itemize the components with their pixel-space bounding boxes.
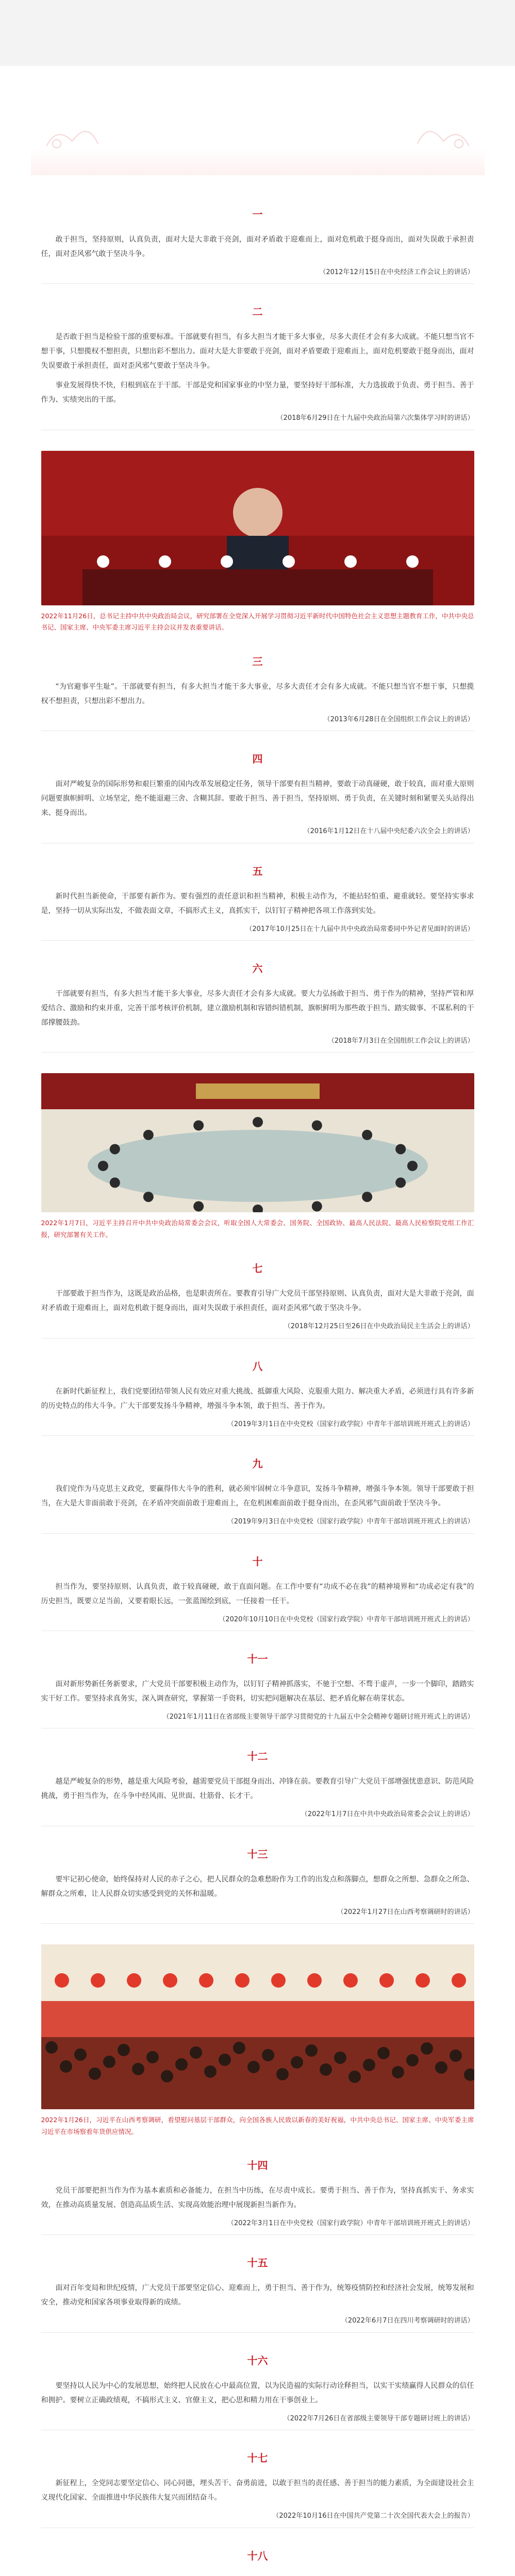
- section-paragraph: 我们党作为马克思主义政党，要赢得伟大斗争的胜利，就必须牢固树立斗争意识，发扬斗争精神，增强斗争本领。领导干部要敢于担当，在大是大非面前敢于亮剑，在矛盾冲突面前敢于迎难而上，在危机困难面前敢于挺身而出，在歪风邪气面前敢于坚决斗争。: [41, 1485, 474, 1508]
- article-section: [41, 751, 474, 843]
- crowd-head: [60, 2060, 72, 2073]
- lantern: [199, 1973, 213, 1988]
- article-body: [41, 66, 474, 2576]
- article-section: [41, 960, 474, 1053]
- section-source: （2016年1月12日在十八届中央纪委六次全会上的讲话）: [303, 827, 474, 836]
- crowd-head: [233, 2042, 245, 2054]
- section-divider: [41, 1052, 474, 1053]
- section-paragraph: 新时代担当新使命，干部要有新作为。要有强烈的责任意识和担当精神，积极主动作为，不能拈轻怕重、避重就轻。要坚持实事求是，坚持一切从实际出发，不做表面文章，不搞形式主义，真抓实干，以钉钉子精神把各项工作落到实处。: [41, 892, 474, 915]
- photo-illustration: [41, 1944, 474, 2109]
- crowd-head: [320, 2063, 332, 2076]
- desk-flower: [159, 555, 171, 568]
- article-meta: [62, 48, 91, 56]
- lantern: [91, 1973, 105, 1988]
- crowd-head: [392, 2066, 404, 2078]
- section-number: 十四: [247, 2159, 268, 2172]
- section-source: （2019年3月1日在中央党校（国家行政学院）中青年干部培训班开班式上的讲话）: [227, 1420, 474, 1428]
- section-source: （2022年10月16日在中国共产党第二十次全国代表大会上的报告）: [272, 2512, 474, 2520]
- article-section: [41, 206, 474, 284]
- crowd-head: [334, 2052, 346, 2064]
- section-number: 六: [252, 962, 263, 975]
- attendee: [407, 1161, 418, 1171]
- article-section: [41, 1846, 474, 1924]
- desk-flower: [406, 555, 419, 568]
- attendee: [362, 1130, 372, 1140]
- section-number: 十八: [247, 2549, 268, 2562]
- section-paragraph: 敢于担当，坚持原则，认真负责，面对大是大非敢于亮剑，面对矛盾敢于迎难而上，面对危机敢于挺身而出，面对失误敢于承担责任，面对歪风邪气敢于坚决斗争。: [41, 235, 474, 258]
- lantern: [379, 1973, 394, 1988]
- attendee: [98, 1161, 108, 1171]
- section-paragraph: 事业发展得快不快，归根到底在于干部。干部是党和国家事业的中坚力量，要坚持好干部标准，大力选拔敢于负责、勇于担当、善于作为、实绩突出的干部。: [41, 381, 474, 404]
- desk-flower: [97, 555, 109, 568]
- desk-flower: [283, 555, 295, 568]
- crowd-head: [146, 2051, 159, 2063]
- attendee: [253, 1117, 263, 1127]
- crowd-head: [132, 2063, 144, 2075]
- section-source: （2018年7月3日在全国组织工作会议上的讲话）: [327, 1037, 474, 1045]
- lantern: [452, 1973, 466, 1988]
- section-source: （2018年12月25日至26日在中央政治局民主生活会上的讲话）: [284, 1323, 474, 1331]
- photo-caption: 2022年11月26日，总书记主持中共中央政治局会议，研究部署在全党深入开展学习贯彻习近平新时代中国特色社会主义思想主题教育工作，中共中央总书记、国家主席、中央军委主席习近平主持会议并发表重要讲话。: [41, 612, 474, 632]
- crowd-head: [450, 2049, 462, 2062]
- section-paragraph: 面对百年变局和世纪疫情，广大党员干部要坚定信心、迎难而上，勇于担当、善于作为，统筹疫情防控和经济社会发展，统筹发展和安全，推动党和国家各项事业取得新的成绩。: [41, 2284, 474, 2307]
- section-divider: [41, 1533, 474, 1534]
- section-divider: [41, 1923, 474, 1924]
- lantern: [127, 1973, 141, 1988]
- photo-illustration: [41, 1073, 474, 1212]
- section-paragraph: 越是严峻复杂的形势，越是重大风险考验，越需要党员干部挺身而出、冲锋在前。要教育引导广大党员干部增强忧患意识、防范风险挑战，勇于担当作为，在斗争中经风雨、见世面、壮筋骨、长才干。: [41, 1777, 474, 1801]
- crowd-head: [348, 2071, 361, 2083]
- crowd-head: [190, 2046, 202, 2059]
- section-number: 十二: [247, 1750, 268, 1763]
- crowd-head: [161, 2070, 173, 2082]
- section-source: （2020年10月10日在中央党校（国家行政学院）中青年干部培训班开班式上的讲话）: [219, 1615, 474, 1623]
- crowd-head: [421, 2042, 433, 2055]
- section-paragraph: “为官避事平生耻”。干部就要有担当，有多大担当才能干多大事业，尽多大责任才会有多大成就。不能只想当官不想干事，只想揽权不想担责，只想出彩不想出力。: [41, 682, 474, 705]
- section-source: （2012年12月15日在中央经济工作会议上的讲话）: [319, 268, 474, 276]
- section-number: 十六: [247, 2354, 268, 2367]
- article-section: [41, 863, 474, 941]
- crowd-head: [89, 2067, 101, 2080]
- photo-image: [41, 1944, 474, 2109]
- speaker-head: [233, 488, 283, 537]
- section-number: 十五: [247, 2257, 268, 2269]
- attendee: [143, 1130, 153, 1140]
- cloud-decoration-icon: [412, 115, 474, 162]
- section-number: 四: [252, 753, 263, 766]
- photo-caption: 2022年1月7日，习近平主持召开中共中央政治局常委会会议，听取全国人大常委会、国务院、全国政协、最高人民法院、最高人民检察院党组工作汇报，研究部署有关工作。: [41, 1219, 474, 1239]
- section-paragraph: 担当作为，要坚持原则、认真负责，敢于较真碰硬，敢于直面问题。在工作中要有“功成不必在我”的精神境界和“功成必定有我”的历史担当，既要立足当前，又要着眼长远，一张蓝图绘到底，一任接着一任干。: [41, 1582, 474, 1605]
- attendee: [395, 1178, 406, 1188]
- photo-caption: 2022年1月26日，习近平在山西考察调研，看望慰问基层干部群众，向全国各族人民致以新春的美好祝福，中共中央总书记、国家主席、中央军委主席习近平在市场察看年货供应情况。: [41, 2116, 474, 2136]
- cloud-decoration-icon: [41, 115, 103, 162]
- article-section: [41, 2255, 474, 2332]
- article-section: [41, 303, 474, 430]
- article-section: [41, 1455, 474, 1533]
- section-source: （2017年10月25日在十九届中共中央政治局常委同中外记者见面时的讲话）: [245, 925, 474, 933]
- lantern: [416, 1973, 430, 1988]
- emblem-area: [196, 1083, 320, 1099]
- section-number: 三: [252, 655, 263, 668]
- building-facade: [41, 1944, 474, 2001]
- crowd-head: [45, 2041, 58, 2054]
- desk-flower: [221, 555, 233, 568]
- photo-illustration: [41, 451, 474, 605]
- section-paragraph: 干部要敢于担当作为，这既是政治品格，也是职责所在。要教育引导广大党员干部坚持原则、认真负责，面对大是大非敢于亮剑，面对矛盾敢于迎难而上，面对危机敢于挺身而出，面对失误敢于承担责任，面对歪风邪气敢于坚决斗争。: [41, 1290, 474, 1313]
- crowd-head: [219, 2054, 231, 2066]
- section-paragraph: 党员干部要把担当作为作为基本素质和必备能力，在担当中历练，在尽责中成长。要勇于担当、善于作为，坚持真抓实干、务求实效，在推动高质量发展、创造高品质生活、实现高效能治理中展现新担当新作为。: [41, 2187, 474, 2210]
- article-section: [41, 1358, 474, 1436]
- article-section: [41, 2450, 474, 2528]
- lantern: [163, 1973, 177, 1988]
- lantern: [55, 1973, 69, 1988]
- section-source: （2022年1月27日在山西考察调研时的讲话）: [337, 1908, 474, 1916]
- section-divider: [41, 1435, 474, 1436]
- article-section: [41, 2157, 474, 2235]
- section-number: 八: [252, 1360, 263, 1372]
- article-section: [41, 653, 474, 731]
- crowd-head: [305, 2044, 318, 2057]
- section-source: （2019年9月3日在中央党校（国家行政学院）中青年干部培训班开班式上的讲话）: [227, 1518, 474, 1526]
- section-paragraph: 干部就要有担当，有多大担当才能干多大事业，尽多大责任才会有多大成就。要大力弘扬敢于担当、勇于作为的精神，坚持严管和厚爱结合、激励和约束并重，完善干部考核评价机制，建立激励机制和容错纠错机制，旗帜鲜明为那些敢于担当、踏实做事、不谋私利的干部撑腰鼓劲。: [41, 989, 474, 1027]
- desk-flower: [344, 555, 357, 568]
- section-source: （2022年3月1日在中央党校（国家行政学院）中青年干部培训班开班式上的讲话）: [227, 2219, 474, 2228]
- sections-container: [41, 206, 474, 2576]
- photo-image: [41, 451, 474, 605]
- section-paragraph: 面对新形势新任务新要求，广大党员干部要积极主动作为，以钉钉子精神抓落实，不驰于空想、不骛于虚声，一步一个脚印，踏踏实实干好工作。要坚持求真务实，深入调查研究，掌握第一手资料，切实把问题解决在基层、把矛盾化解在萌芽状态。: [41, 1680, 474, 1703]
- section-number: 十三: [247, 1848, 268, 1860]
- section-divider: [41, 283, 474, 284]
- crowd-head: [262, 2049, 274, 2061]
- attendee: [395, 1144, 406, 1155]
- article-section: [41, 2352, 474, 2430]
- section-paragraph: 要坚持以人民为中心的发展思想，始终把人民放在心中最高位置，以为民造福的实际行动诠释担当，以实干实绩赢得人民群众的信任和拥护。要树立正确政绩观，不搞形式主义、官僚主义，把心思和精力用在干事创业上。: [41, 2381, 474, 2404]
- section-source: （2022年7月26日在省部级主要领导干部专题研讨班上的讲话）: [283, 2414, 474, 2422]
- article-section: [41, 1748, 474, 1826]
- photo-image: [41, 1073, 474, 1212]
- crowd-area: [41, 2037, 474, 2109]
- attendee: [362, 1192, 372, 1202]
- section-source: （2018年6月29日在十九届中央政治局第六次集体学习时的讲话）: [276, 414, 474, 422]
- page-header: [0, 0, 515, 66]
- attendee: [193, 1121, 204, 1131]
- section-paragraph: 是否敢于担当是检验干部的重要标准。干部就要有担当，有多大担当才能干多大事业，尽多大责任才会有多大成就。不能只想当官不想干事，只想揽权不想担责，只想出彩不想出力。面对大是大非要敢于亮剑，面对矛盾要敢于迎难而上，面对危机要敢于挺身而出，面对失误要敢于承担责任，面对歪风邪气要敢于坚决斗争。: [41, 333, 474, 370]
- section-source: （2013年6月28日在全国组织工作会议上的讲话）: [323, 715, 474, 723]
- crowd-head: [435, 2061, 447, 2074]
- crowd-head: [175, 2058, 188, 2071]
- lantern: [343, 1973, 358, 1988]
- front-desk: [82, 569, 433, 605]
- article-section: [41, 1553, 474, 1631]
- crowd-head: [118, 2044, 130, 2056]
- crowd-head: [247, 2061, 260, 2073]
- crowd-head: [377, 2047, 390, 2059]
- crowd-head: [406, 2054, 419, 2066]
- section-number: 一: [252, 208, 263, 221]
- section-source: （2022年6月7日在四川考察调研时的讲话）: [341, 2317, 474, 2325]
- section-paragraph: 要牢记初心使命，始终保持对人民的赤子之心，把人民群众的急难愁盼作为工作的出发点和落脚点，想群众之所想、急群众之所急、解群众之所难，让人民群众切实感受到党的关怀和温暖。: [41, 1875, 474, 1898]
- crowd-head: [204, 2065, 217, 2078]
- crowd-head: [103, 2056, 115, 2068]
- headline-banner: [31, 105, 485, 175]
- lantern: [235, 1973, 250, 1988]
- attendee: [109, 1178, 120, 1188]
- section-paragraph: 面对严峻复杂的国际形势和艰巨繁重的国内改革发展稳定任务，领导干部要有担当精神，要敢于动真碰硬，敢于较真，面对重大原则问题要旗帜鲜明、立场坚定，绝不能退避三舍、含糊其辞。要敢于担当、善于担当，坚持原则、勇于负责，在关键时刻和紧要关头站得出来、挺身而出。: [41, 780, 474, 818]
- crowd-head: [74, 2048, 87, 2061]
- section-paragraph: 在新时代新征程上，我们党要团结带领人民有效应对重大挑战、抵御重大风险、克服重大阻力、解决重大矛盾，必须进行具有许多新的历史特点的伟大斗争。广大干部要发扬斗争精神，增强斗争本领，敢于担当、善于作为。: [41, 1387, 474, 1410]
- article-section: [41, 1260, 474, 1338]
- section-divider: [41, 2234, 474, 2235]
- section-paragraph: [41, 2574, 474, 2576]
- article-photo: [41, 451, 474, 634]
- attendee: [143, 1192, 153, 1202]
- attendee: [311, 1201, 322, 1212]
- section-number: 二: [252, 306, 263, 318]
- attendee: [193, 1201, 204, 1212]
- attendee: [311, 1121, 322, 1131]
- lantern: [271, 1973, 286, 1988]
- section-number: 九: [252, 1458, 263, 1470]
- section-source: （2022年1月7日在中共中央政治局常委会会议上的讲话）: [301, 1810, 474, 1819]
- section-divider: [41, 940, 474, 941]
- crowd-head: [363, 2059, 375, 2071]
- article-section: [41, 1651, 474, 1728]
- crowd-head: [276, 2068, 289, 2080]
- section-number: 十一: [247, 1652, 268, 1665]
- section-paragraph: 新征程上，全党同志要坚定信心、同心同德，埋头苦干、奋勇前进，以敢于担当的责任感、善于担当的能力素质，为全面建设社会主义现代化国家、全面推进中华民族伟大复兴而团结奋斗。: [41, 2479, 474, 2502]
- section-source: （2021年1月11日在省部级主要领导干部学习贯彻党的十九届五中全会精神专题研讨班开班式上的讲话）: [162, 1713, 474, 1721]
- article-section: [41, 2548, 474, 2576]
- lantern: [307, 1973, 322, 1988]
- section-number: 七: [252, 1262, 263, 1275]
- section-number: 五: [252, 865, 263, 877]
- section-number: 十: [252, 1555, 263, 1568]
- crowd-head: [291, 2056, 303, 2069]
- section-divider: [41, 2332, 474, 2333]
- meeting-table: [88, 1130, 428, 1202]
- section-number: 十七: [247, 2452, 268, 2465]
- attendee: [109, 1144, 120, 1155]
- article-photo: [41, 1944, 474, 2138]
- article-photo: [41, 1073, 474, 1241]
